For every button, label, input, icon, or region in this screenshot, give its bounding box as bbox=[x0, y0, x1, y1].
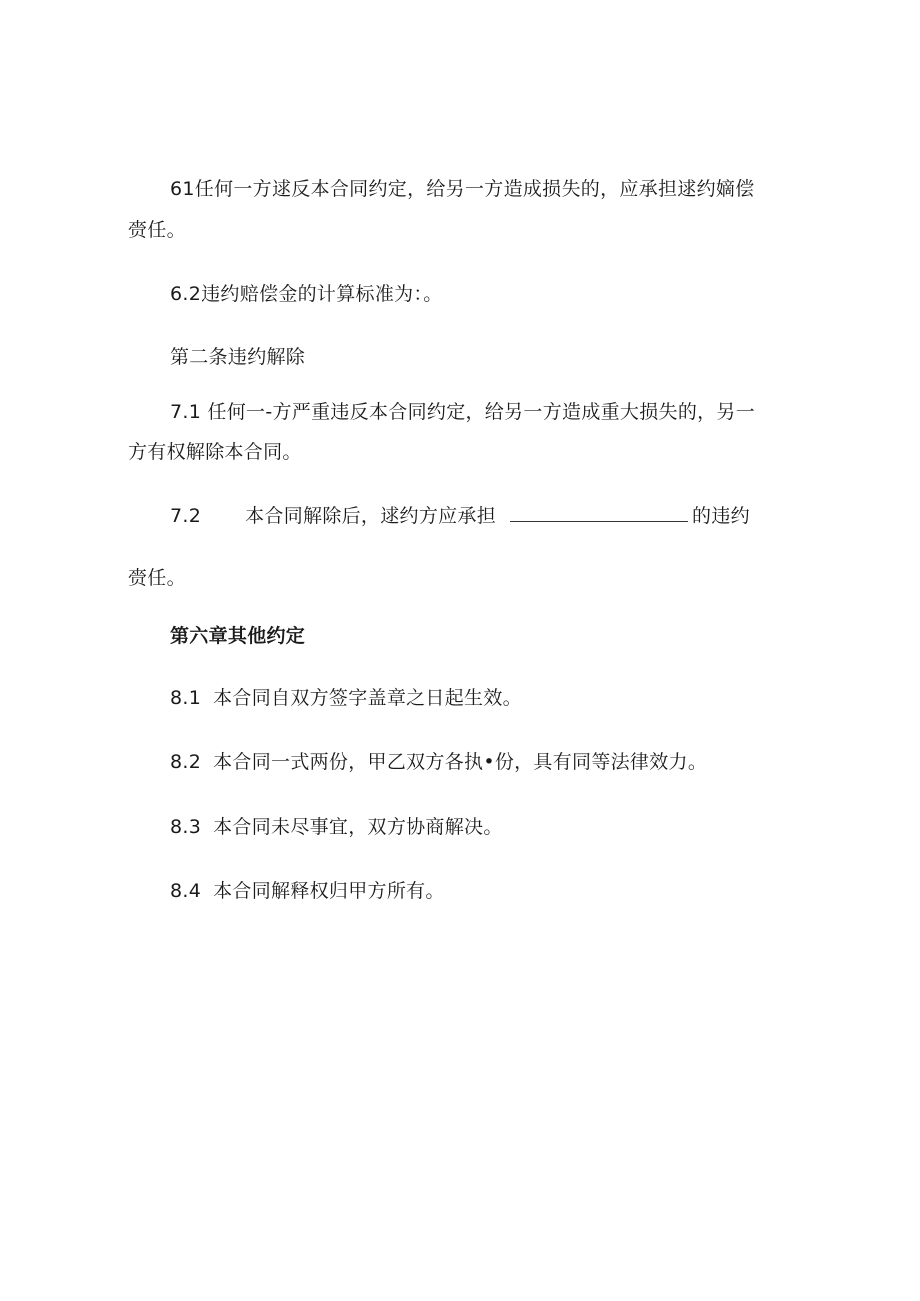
clause-7-2-text-after: 的违约 bbox=[692, 505, 750, 527]
clause-7-2-line-2: 赍任。 bbox=[128, 567, 186, 589]
clause-7-2-number: 7.2 bbox=[170, 505, 202, 527]
clause-8-4-text: 本合同解释权归甲方所有。 bbox=[213, 880, 445, 902]
clause-8-3 bbox=[170, 815, 503, 839]
clause-6-1-line-1: 61任何一方逑反本合同约定，给另一方造成损失的，应承担逑约嫡偿 bbox=[170, 178, 755, 200]
clause-8-4-number: 8.4 bbox=[170, 880, 202, 902]
fill-in-blank-line[interactable] bbox=[510, 503, 688, 522]
clause-8-3-text: 本合同未尽事宜，双方协商解决。 bbox=[213, 816, 503, 838]
clause-7-1-line-2: 方有权解除本合同。 bbox=[128, 441, 302, 463]
clause-8-3-number: 8.3 bbox=[170, 816, 202, 838]
clause-8-1-text: 本合同自双方签字盖章之日起生效。 bbox=[213, 687, 522, 709]
clause-8-2-text: 本合同一式两份，甲乙双方各执•份，具有同等法律效力。 bbox=[213, 751, 708, 773]
clause-8-2-number: 8.2 bbox=[170, 751, 202, 773]
clause-8-1-number: 8.1 bbox=[170, 687, 202, 709]
clause-8-2 bbox=[170, 750, 707, 774]
clause-6-1-line-2: 赍任。 bbox=[128, 219, 186, 241]
article-2-heading: 第二条违约解除 bbox=[170, 346, 306, 368]
chapter-6-heading: 第六章其他约定 bbox=[170, 625, 306, 647]
clause-7-1-line-1: 7.1 任何一-方严重违反本合同约定，给另一方造成重大损失的，另一 bbox=[170, 401, 756, 423]
clause-8-1 bbox=[170, 686, 522, 710]
clause-7-2-line-1 bbox=[170, 503, 750, 528]
clause-6-2: 6.2违约赔偿金的计算标准为：。 bbox=[170, 283, 443, 305]
clause-8-4 bbox=[170, 879, 445, 903]
clause-7-2-text-before: 本合同解除后，逑约方应承担 bbox=[245, 505, 497, 527]
